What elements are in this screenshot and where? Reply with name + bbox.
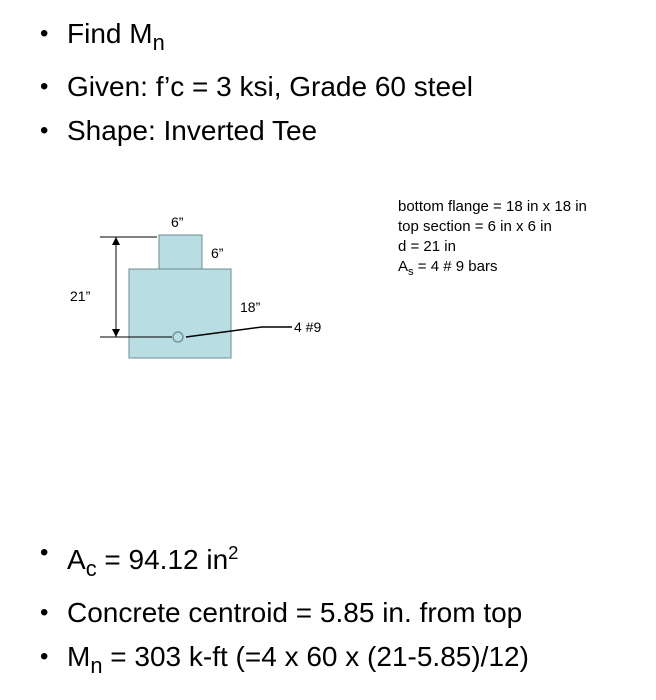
bullet-text: Shape: Inverted Tee — [67, 114, 318, 146]
bullet-moment — [40, 635, 529, 688]
depth-arrow-top — [112, 237, 120, 245]
bullet-text: Concrete centroid = 5.85 in. from top — [67, 597, 523, 629]
bottom-flange — [129, 269, 231, 358]
bottom-bullet-list — [40, 531, 529, 688]
given-top-section: top section = 6 in x 6 in — [398, 218, 552, 235]
bullet-text: A — [67, 544, 86, 576]
bullet-text: Given: f’c = 3 ksi, Grade 60 steel — [67, 70, 473, 102]
given-depth: d = 21 in — [398, 238, 456, 255]
subscript: c — [85, 556, 97, 582]
bullet-text: M — [67, 641, 91, 673]
top-stem — [159, 235, 202, 269]
subscript: n — [90, 653, 103, 679]
bullet-concrete-area — [40, 531, 529, 591]
total-depth-label: 21” — [70, 288, 91, 304]
depth-arrow-bottom — [112, 329, 120, 337]
top-height-label: 6” — [211, 245, 224, 261]
superscript: 2 — [228, 542, 239, 563]
bullet-text: = 303 k-ft (=4 x 60 x (21-5.85)/12) — [102, 641, 529, 673]
given-data-block — [398, 197, 587, 282]
rebar-label: 4 #9 — [294, 319, 322, 335]
flange-height-label: 18” — [240, 299, 261, 315]
bullet-centroid — [40, 591, 529, 635]
top-width-label: 6” — [171, 214, 184, 230]
subscript: s — [408, 265, 414, 278]
subscript: n — [152, 29, 165, 55]
given-steel-value: = 4 # 9 bars — [413, 258, 498, 275]
given-flange: bottom flange = 18 in x 18 in — [398, 198, 587, 215]
bullet-text: Find M — [67, 18, 153, 49]
bullet-text: = 94.12 in — [96, 544, 229, 576]
given-steel-symbol: A — [398, 258, 409, 275]
given-steel-area — [398, 257, 587, 282]
